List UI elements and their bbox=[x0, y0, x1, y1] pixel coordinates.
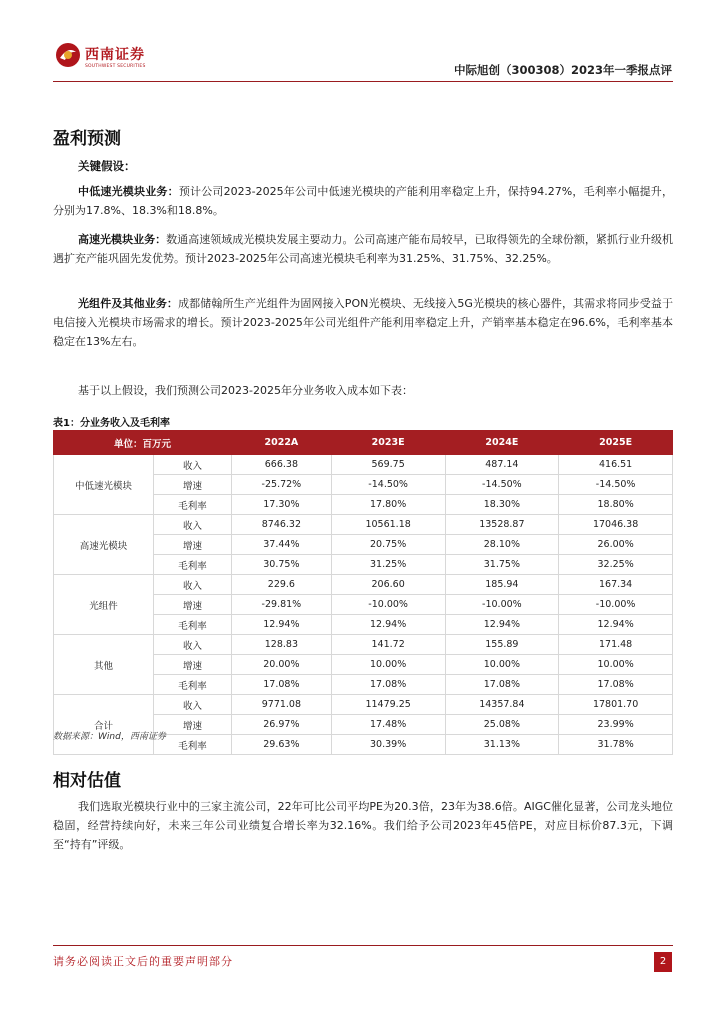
segment-cell: 合计 bbox=[54, 695, 154, 755]
metric-cell: 毛利率 bbox=[154, 495, 232, 515]
value-cell: 17.48% bbox=[331, 715, 445, 735]
value-cell: 25.08% bbox=[445, 715, 559, 735]
paragraph-forecast-intro: 基于以上假设，我们预测公司2023-2025年分业务收入成本如下表： bbox=[78, 384, 413, 397]
value-cell: 29.63% bbox=[232, 735, 332, 755]
value-cell: 10561.18 bbox=[331, 515, 445, 535]
value-cell: 17.08% bbox=[559, 675, 673, 695]
value-cell: 28.10% bbox=[445, 535, 559, 555]
value-cell: 141.72 bbox=[331, 635, 445, 655]
table-row bbox=[54, 635, 673, 655]
value-cell: 8746.32 bbox=[232, 515, 332, 535]
value-cell: 10.00% bbox=[559, 655, 673, 675]
value-cell: -29.81% bbox=[232, 595, 332, 615]
value-cell: 32.25% bbox=[559, 555, 673, 575]
value-cell: 26.00% bbox=[559, 535, 673, 555]
table-header-2022a: 2022A bbox=[232, 431, 332, 455]
segment-revenue-table bbox=[53, 430, 673, 755]
table-row bbox=[54, 515, 673, 535]
metric-cell: 增速 bbox=[154, 475, 232, 495]
value-cell: -10.00% bbox=[559, 595, 673, 615]
value-cell: 12.94% bbox=[331, 615, 445, 635]
value-cell: 18.30% bbox=[445, 495, 559, 515]
metric-cell: 增速 bbox=[154, 715, 232, 735]
value-cell: -14.50% bbox=[559, 475, 673, 495]
page-header bbox=[0, 0, 724, 84]
company-logo bbox=[55, 42, 145, 76]
table-body bbox=[54, 455, 673, 755]
metric-cell: 收入 bbox=[154, 515, 232, 535]
footer-disclaimer: 请务必阅读正文后的重要声明部分 bbox=[53, 955, 233, 968]
paragraph-lead: 中低速光模块业务： bbox=[78, 185, 179, 198]
value-cell: -10.00% bbox=[331, 595, 445, 615]
table-source-note: 数据来源：Wind，西南证券 bbox=[53, 732, 166, 742]
value-cell: 128.83 bbox=[232, 635, 332, 655]
value-cell: 12.94% bbox=[445, 615, 559, 635]
value-cell: 20.75% bbox=[331, 535, 445, 555]
paragraph-relative-valuation: 我们选取光模块行业中的三家主流公司，22年可比公司平均PE为20.3倍，23年为38.6倍。AIGC催化显著，公司龙头地位稳固，经营持续向好，未来三年公司业绩复合增长率为32.16%。我们给予公司2023年45倍PE，对应目标价87.3元，下调至“持有”评级。 bbox=[53, 800, 673, 851]
value-cell: 17.08% bbox=[232, 675, 332, 695]
value-cell: 487.14 bbox=[445, 455, 559, 475]
value-cell: 17.80% bbox=[331, 495, 445, 515]
paragraph-low-speed-module bbox=[53, 182, 673, 220]
table-row bbox=[54, 575, 673, 595]
paragraph-high-speed-module bbox=[53, 230, 673, 268]
value-cell: 17.08% bbox=[445, 675, 559, 695]
value-cell: 14357.84 bbox=[445, 695, 559, 715]
paragraph-lead: 高速光模块业务： bbox=[78, 233, 167, 246]
logo-cn-text: 西南证券 bbox=[85, 47, 145, 63]
table-row bbox=[54, 455, 673, 475]
table-header-row bbox=[54, 431, 673, 455]
value-cell: 31.78% bbox=[559, 735, 673, 755]
value-cell: 20.00% bbox=[232, 655, 332, 675]
value-cell: 11479.25 bbox=[331, 695, 445, 715]
value-cell: 17.30% bbox=[232, 495, 332, 515]
page-number: 2 bbox=[654, 952, 672, 972]
value-cell: -25.72% bbox=[232, 475, 332, 495]
section-title-profit-forecast: 盈利预测 bbox=[53, 129, 121, 149]
value-cell: -14.50% bbox=[331, 475, 445, 495]
value-cell: 185.94 bbox=[445, 575, 559, 595]
value-cell: 17.08% bbox=[331, 675, 445, 695]
value-cell: 17046.38 bbox=[559, 515, 673, 535]
logo-emblem-icon bbox=[55, 42, 81, 68]
value-cell: 10.00% bbox=[331, 655, 445, 675]
value-cell: 31.13% bbox=[445, 735, 559, 755]
paragraph-text: 成都储翰所生产光组件为固网接入PON光模块、无线接入5G光模块的核心器件，其需求将同步受益于电信接入光模块市场需求的增长。预计2023-2025年公司光组件产能利用率稳定上升，产销率基本稳定在96.6%，毛利率基本稳定在13%左右。 bbox=[53, 297, 674, 348]
table-row bbox=[54, 695, 673, 715]
value-cell: 31.75% bbox=[445, 555, 559, 575]
value-cell: 569.75 bbox=[331, 455, 445, 475]
metric-cell: 收入 bbox=[154, 635, 232, 655]
logo-en-text: SOUTHWEST SECURITIES bbox=[85, 64, 146, 69]
value-cell: 10.00% bbox=[445, 655, 559, 675]
metric-cell: 收入 bbox=[154, 575, 232, 595]
segment-cell: 中低速光模块 bbox=[54, 455, 154, 515]
value-cell: 17801.70 bbox=[559, 695, 673, 715]
section-title-relative-valuation: 相对估值 bbox=[53, 771, 121, 791]
table-caption: 表1：分业务收入及毛利率 bbox=[53, 418, 170, 429]
value-cell: 26.97% bbox=[232, 715, 332, 735]
value-cell: 155.89 bbox=[445, 635, 559, 655]
metric-cell: 毛利率 bbox=[154, 675, 232, 695]
value-cell: -10.00% bbox=[445, 595, 559, 615]
footer-divider bbox=[53, 945, 673, 946]
key-assumptions-heading: 关键假设： bbox=[78, 159, 136, 173]
value-cell: 12.94% bbox=[232, 615, 332, 635]
metric-cell: 增速 bbox=[154, 595, 232, 615]
value-cell: 31.25% bbox=[331, 555, 445, 575]
value-cell: 171.48 bbox=[559, 635, 673, 655]
value-cell: 666.38 bbox=[232, 455, 332, 475]
header-divider bbox=[53, 81, 673, 82]
value-cell: 13528.87 bbox=[445, 515, 559, 535]
segment-cell: 其他 bbox=[54, 635, 154, 695]
metric-cell: 增速 bbox=[154, 535, 232, 555]
metric-cell: 毛利率 bbox=[154, 735, 232, 755]
metric-cell: 收入 bbox=[154, 455, 232, 475]
table-header-2024e: 2024E bbox=[445, 431, 559, 455]
value-cell: 18.80% bbox=[559, 495, 673, 515]
metric-cell: 收入 bbox=[154, 695, 232, 715]
metric-cell: 毛利率 bbox=[154, 615, 232, 635]
value-cell: -14.50% bbox=[445, 475, 559, 495]
value-cell: 37.44% bbox=[232, 535, 332, 555]
value-cell: 30.39% bbox=[331, 735, 445, 755]
value-cell: 206.60 bbox=[331, 575, 445, 595]
table-header-2023e: 2023E bbox=[331, 431, 445, 455]
report-title: 中际旭创（300308）2023年一季报点评 bbox=[453, 63, 672, 77]
value-cell: 167.34 bbox=[559, 575, 673, 595]
segment-cell: 光组件 bbox=[54, 575, 154, 635]
value-cell: 9771.08 bbox=[232, 695, 332, 715]
metric-cell: 毛利率 bbox=[154, 555, 232, 575]
value-cell: 229.6 bbox=[232, 575, 332, 595]
paragraph-optical-components bbox=[53, 294, 673, 351]
paragraph-text: 数通高速领域成光模块发展主要动力。公司高速产能布局较早，已取得领先的全球份额，紧抓行业升级机遇扩充产能巩固先发优势。预计2023-2025年公司高速光模块毛利率为31.25%、31.75%、32.25%。 bbox=[53, 233, 674, 265]
segment-cell: 高速光模块 bbox=[54, 515, 154, 575]
value-cell: 12.94% bbox=[559, 615, 673, 635]
table-header-unit: 单位：百万元 bbox=[54, 431, 232, 455]
value-cell: 30.75% bbox=[232, 555, 332, 575]
paragraph-text: 预计公司2023-2025年公司中低速光模块的产能利用率稳定上升，保持94.27%，毛利率小幅提升，分别为17.8%、18.3%和18.8%。 bbox=[53, 185, 674, 217]
metric-cell: 增速 bbox=[154, 655, 232, 675]
table-header-2025e: 2025E bbox=[559, 431, 673, 455]
paragraph-lead: 光组件及其他业务： bbox=[78, 297, 179, 310]
value-cell: 416.51 bbox=[559, 455, 673, 475]
value-cell: 23.99% bbox=[559, 715, 673, 735]
